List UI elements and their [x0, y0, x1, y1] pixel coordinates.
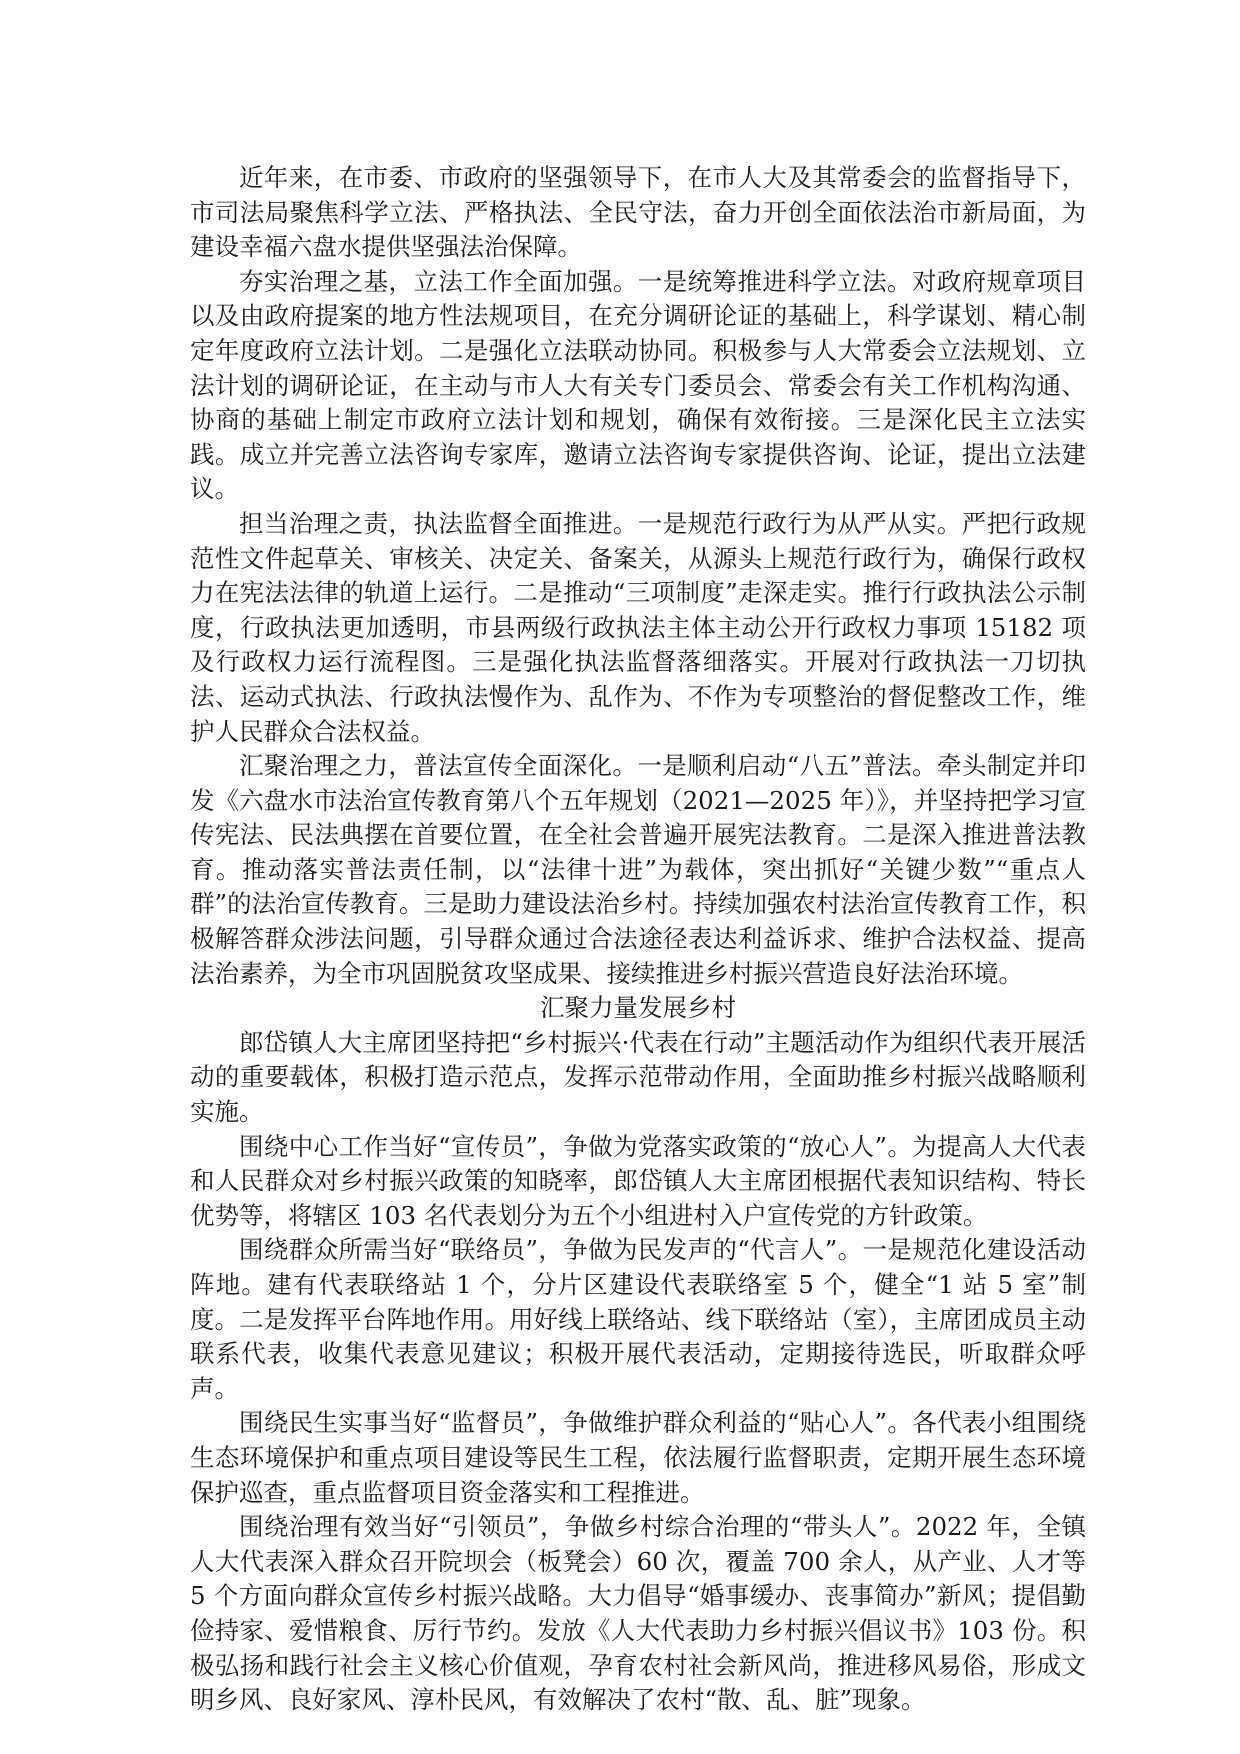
paragraph-intro: 近年来，在市委、市政府的坚强领导下，在市人大及其常委会的监督指导下，市司法局聚焦科学立法、严格执法、全民守法，奋力开创全面依法治市新局面，为建设幸福六盘水提供坚强法治保障。 [190, 163, 1086, 262]
paragraph-langdai-intro: 郎岱镇人大主席团坚持把“乡村振兴·代表在行动”主题活动作为组织代表开展活动的重要载体，积极打造示范点，发挥示范带动作用，全面助推乡村振兴战略顺利实施。 [190, 1027, 1086, 1127]
article-title: 汇聚力量发展乡村 [540, 993, 736, 1023]
paragraph-propagandist: 围绕中心工作当好“宣传员”，争做为党落实政策的“放心人”。为提高人大代表和人民群众对乡村振兴政策的知晓率，郎岱镇人大主席团根据代表知识结构、特长优势等，将辖区 103 名代表划分为五个小组进村入户宣传党的方针政策。 [190, 1131, 1086, 1230]
paragraph-liaison: 围绕群众所需当好“联络员”，争做为民发声的“代言人”。一是规范化建设活动阵地。建有代表联络站 1 个，分片区建设代表联络室 5 个，健全“1 站 5 室”制度。二是发挥平台阵地作用。用好线上联络站、线下联络站（室），主席团成员主动联系代表，收集代表意见建议；积极开展代表活动，定期接待选民，听取群众呼声。 [190, 1235, 1086, 1403]
paragraph-leader: 围绕治理有效当好“引领员”，争做乡村综合治理的“带头人”。2022 年，全镇人大代表深入群众召开院坝会（板凳会）60 次，覆盖 700 余人，从产业、人才等 5 个方面向群众宣传乡村振兴战略。大力倡导“婚事缓办、丧事简办”新风；提倡勤俭持家、爱惜粮食、厉行节约。发放《人大代表助力乡村振兴倡议书》103 份。积极弘扬和践行社会主义核心价值观，孕育农村社会新风尚，推进移风易俗，形成文明乡风、良好家风、淳朴民风，有效解决了农村“散、乱、脏”现象。 [190, 1512, 1086, 1715]
document-page [190, 161, 1086, 1718]
paragraph-law-publicity: 汇聚治理之力，普法宣传全面深化。一是顺利启动“八五”普法。牵头制定并印发《六盘水市法治宣传教育第八个五年规划（2021—2025 年）》，并坚持把学习宣传宪法、民法典摆在首要位置，在全社会普遍开展宪法教育。二是深入推进普法教育。推动落实普法责任制，以“法律十进”为载体，突出抓好“关键少数”“重点人群”的法治宣传教育。三是助力建设法治乡村。持续加强农村法治宣传教育工作，积极解答群众涉法问题，引导群众通过合法途径表达利益诉求、维护合法权益、提高法治素养，为全市巩固脱贫攻坚成果、接续推进乡村振兴营造良好法治环境。 [190, 751, 1086, 988]
paragraph-legislation: 夯实治理之基，立法工作全面加强。一是统筹推进科学立法。对政府规章项目以及由政府提案的地方性法规项目，在充分调研论证的基础上，科学谋划、精心制定年度政府立法计划。二是强化立法联动协同。积极参与人大常委会立法规划、立法计划的调研论证，在主动与市人大有关专门委员会、常委会有关工作机构沟通、协商的基础上制定市政府立法计划和规划，确保有效衔接。三是深化民主立法实践。成立并完善立法咨询专家库，邀请立法咨询专家提供咨询、论证，提出立法建议。 [190, 266, 1086, 504]
paragraph-enforcement: 担当治理之责，执法监督全面推进。一是规范行政行为从严从实。严把行政规范性文件起草关、审核关、决定关、备案关，从源头上规范行政行为，确保行政权力在宪法法律的轨道上运行。二是推动“三项制度”走深走实。推行行政执法公示制度，行政执法更加透明，市县两级行政执法主体主动公开行政权力事项 15182 项及行政权力运行流程图。三是强化执法监督落细落实。开展对行政执法一刀切执法、运动式执法、行政执法慢作为、乱作为、不作为专项整治的督促整改工作，维护人民群众合法权益。 [190, 508, 1086, 746]
paragraph-supervisor: 围绕民生实事当好“监督员”，争做维护群众利益的“贴心人”。各代表小组围绕生态环境保护和重点项目建设等民生工程，依法履行监督职责，定期开展生态环境保护巡查，重点监督项目资金落实和工程推进。 [190, 1408, 1086, 1507]
